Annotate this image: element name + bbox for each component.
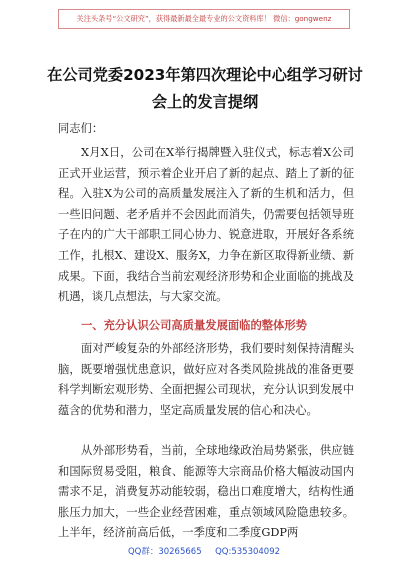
document-title: 在公司党委2023年第四次理论中心组学习研讨会上的发言提纲: [47, 66, 363, 111]
paragraph-external: 从外部形势看，当前，全球地缘政治局势紧张，供应链和国际贸易受阻，粮食、能源等大宗商品价格大幅波动国内需求不足，消费复苏动能较弱，稳出口难度增大，结构性通胀压力加大，一些企业经营困难，重点领域风险隐患较多。上半年，经济前高后低，一季度和二季度GDP两: [58, 444, 354, 540]
paragraph-intro: X月X日，公司在X举行揭牌暨入驻仪式，标志着X公司正式开业运营，预示着企业开启了新的起点、踏上了新的征程。入驻X为公司的高质量发展注入了新的生机和活力，但一些旧问题、老矛盾并不会因此而消失，仍需要包括领导班子在内的广大干部职工同心协力、锐意进取，开展好各系统工作，扎根X、建设X、服务X，力争在新区取得新业绩、新成果。下面，我结合当前宏观经济形势和企业面临的挑战及机遇，谈几点想法，与大家交流。: [58, 146, 354, 304]
footer-contact: QQ群：30265665 QQ:535304092: [127, 547, 281, 557]
greeting: 同志们：: [58, 122, 104, 135]
paragraph-situation: 面对严峻复杂的外部经济形势，我们要时刻保持清醒头脑，既要增强忧患意识，做好应对各类风险挑战的准备更要科学判断宏观形势、全面把握公司现状，充分认识到发展中蕴含的优势和潜力，坚定高质量发展的信心和决心。: [58, 342, 354, 417]
section-heading: 一、充分认识公司高质量发展面临的整体形势: [81, 319, 307, 332]
promo-banner: 关注头条号“公文研究”，获得最新最全最专业的公文资料库！ 微信：gongwenz: [58, 9, 350, 29]
